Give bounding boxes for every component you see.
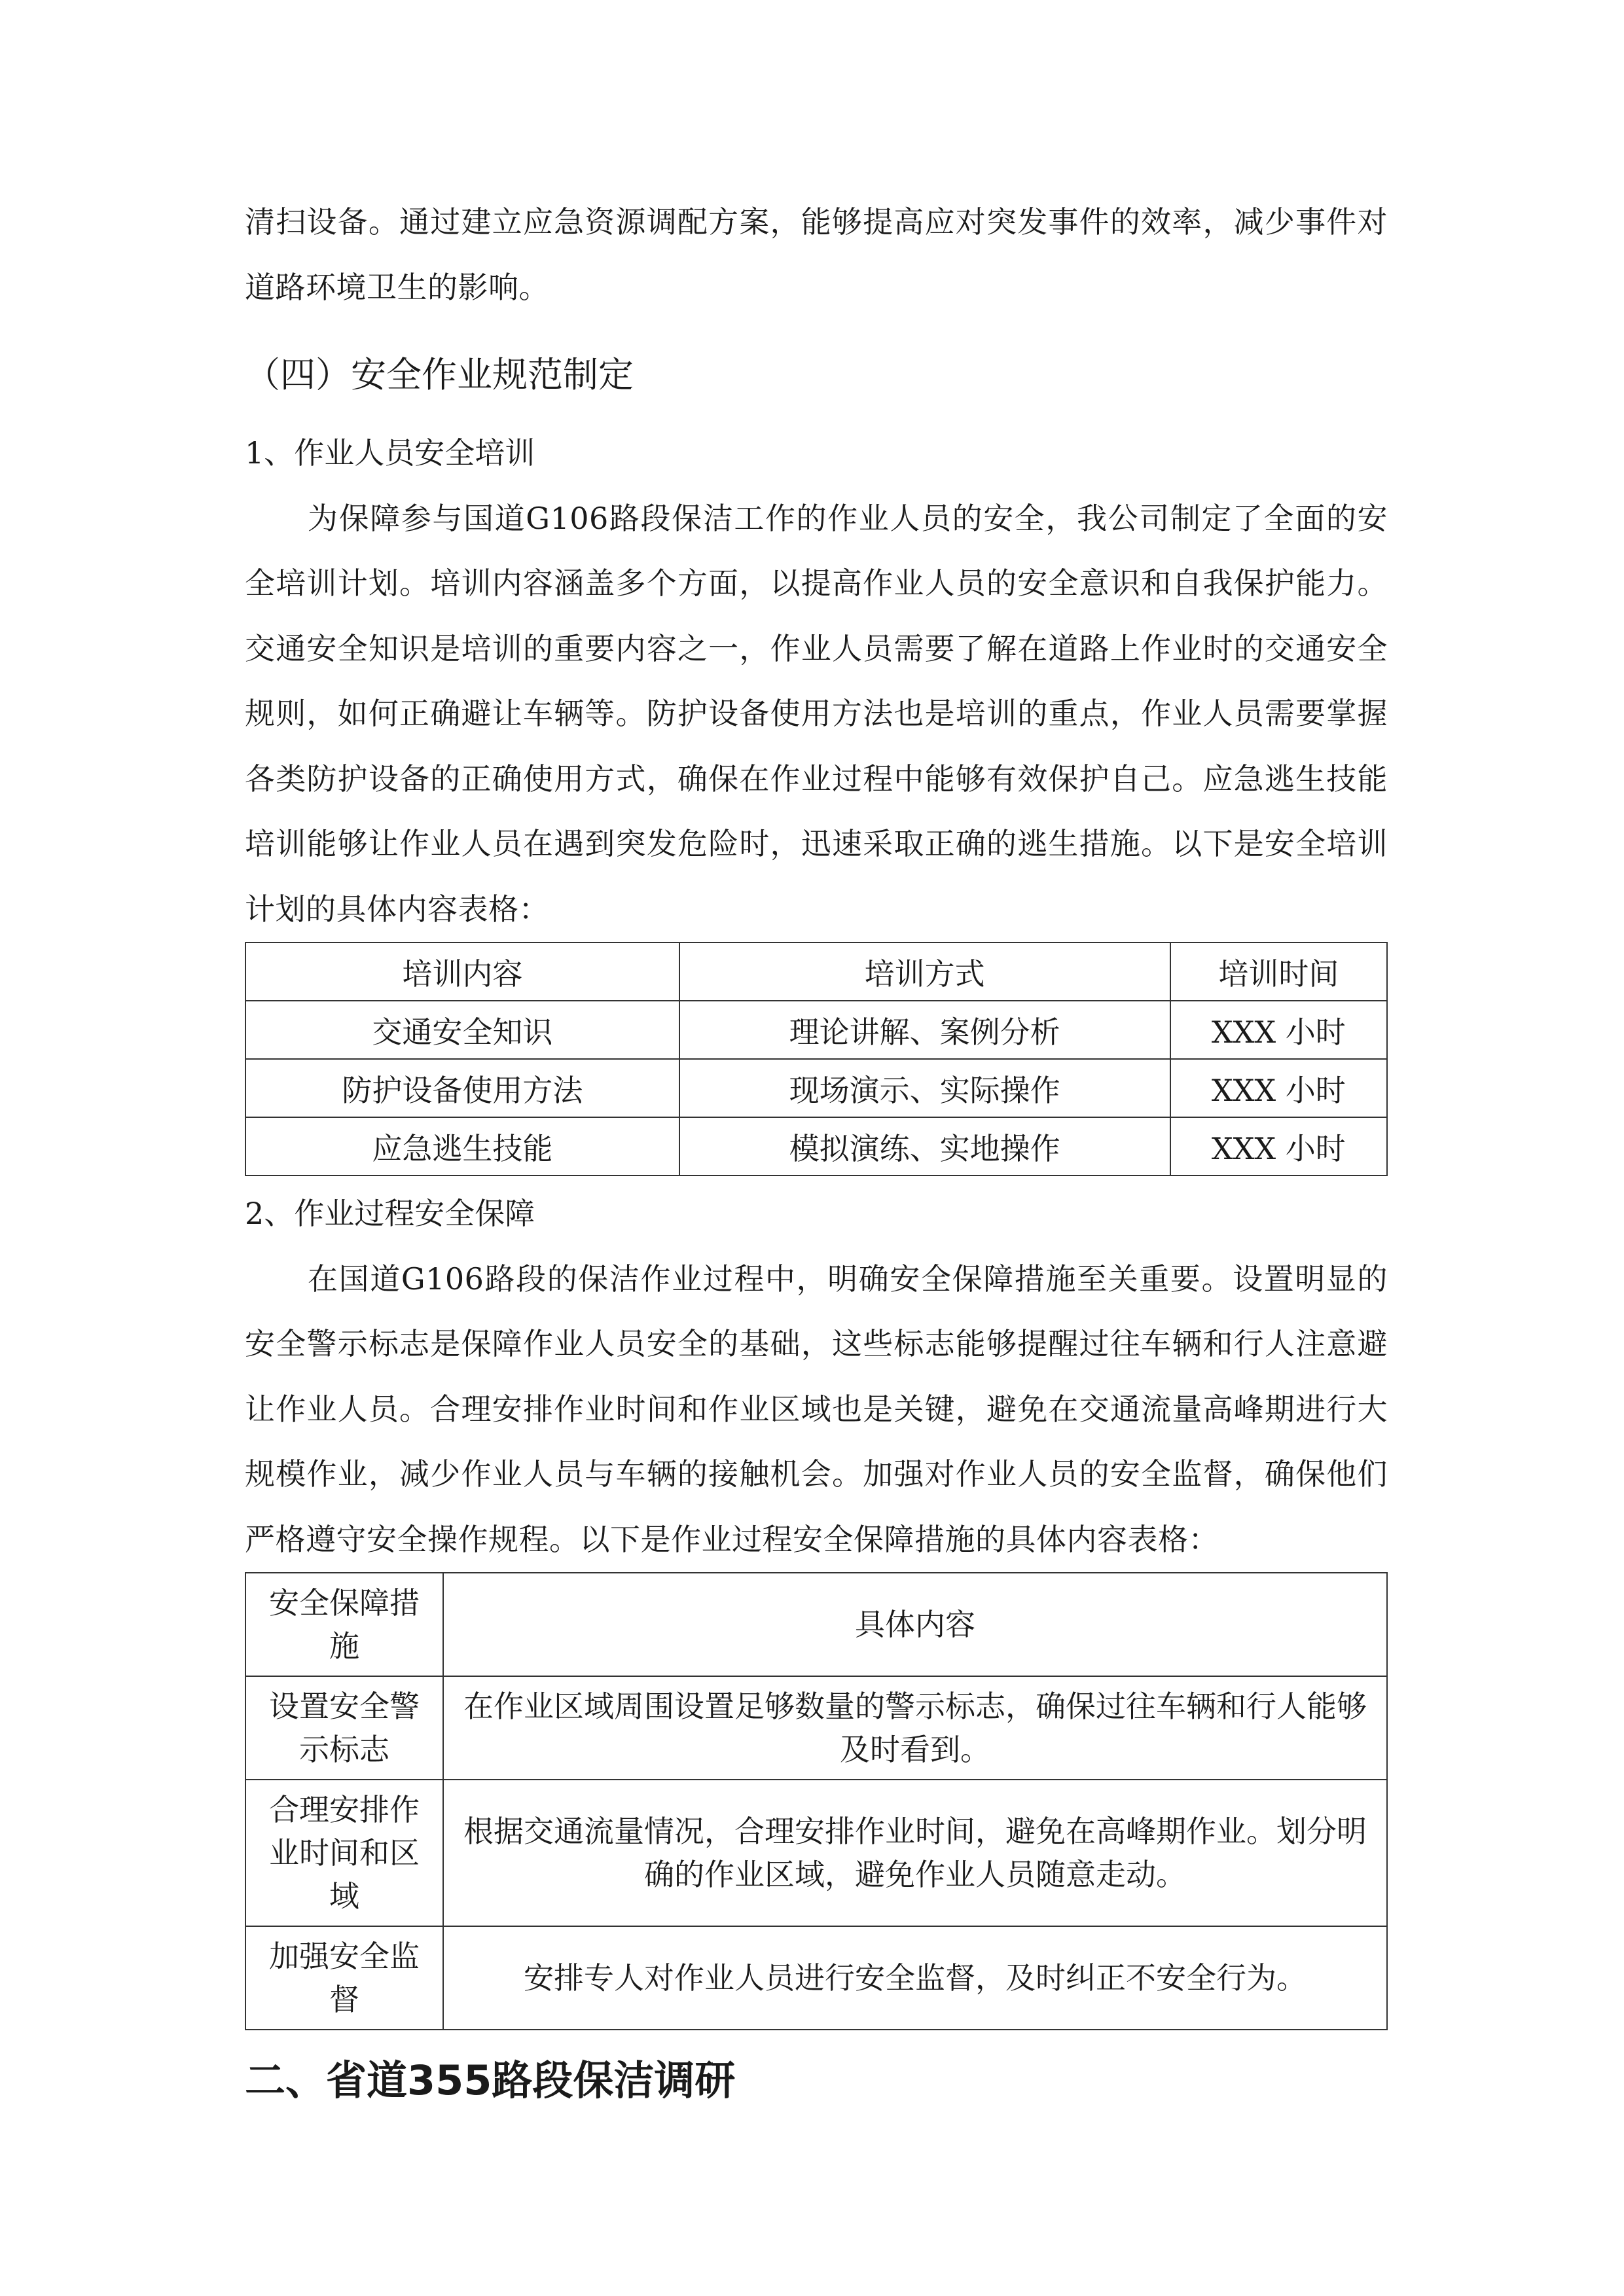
table-cell: 应急逃生技能: [245, 1117, 679, 1175]
table-cell: 在作业区域周围设置足够数量的警示标志，确保过往车辆和行人能够及时看到。: [443, 1676, 1387, 1780]
table-cell: XXX 小时: [1170, 1059, 1387, 1117]
table-cell: 加强安全监督: [245, 1926, 443, 2030]
table-header-row: [245, 942, 1387, 1001]
training-table: [245, 942, 1388, 1176]
training-paragraph: 为保障参与国道G106路段保洁工作的作业人员的安全，我公司制定了全面的安全培训计划。培训内容涵盖多个方面，以提高作业人员的安全意识和自我保护能力。交通安全知识是培训的重要内容之一，作业人员需要了解在道路上作业时的交通安全规则，如何正确避让车辆等。防护设备使用方法也是培训的重点，作业人员需要掌握各类防护设备的正确使用方式，确保在作业过程中能够有效保护自己。应急逃生技能培训能够让作业人员在遇到突发危险时，迅速采取正确的逃生措施。以下是安全培训计划的具体内容表格：: [245, 500, 1388, 927]
table-cell: XXX 小时: [1170, 1001, 1387, 1059]
table-cell: XXX 小时: [1170, 1117, 1387, 1175]
intro-paragraph: 清扫设备。通过建立应急资源调配方案，能够提高应对突发事件的效率，减少事件对道路环境卫生的影响。: [245, 204, 1388, 305]
table-header-cell: 具体内容: [443, 1573, 1387, 1676]
table-cell: 安排专人对作业人员进行安全监督，及时纠正不安全行为。: [443, 1926, 1387, 2030]
table-row: [245, 1059, 1387, 1117]
table-cell: 根据交通流量情况，合理安排作业时间，避免在高峰期作业。划分明确的作业区域，避免作业人员随意走动。: [443, 1780, 1387, 1926]
table-header-cell: 培训时间: [1170, 942, 1387, 1001]
document-page: [245, 190, 1388, 2117]
table-row: [245, 1780, 1387, 1926]
table-cell: 合理安排作业时间和区域: [245, 1780, 443, 1926]
table-header-row: [245, 1573, 1387, 1676]
table-cell: 现场演示、实际操作: [679, 1059, 1170, 1117]
subsection-1-heading: 1、作业人员安全培训: [245, 435, 535, 471]
table-header-cell: 安全保障措施: [245, 1573, 443, 1676]
subsection-2-heading: 2、作业过程安全保障: [245, 1196, 535, 1231]
safety-measures-table: [245, 1572, 1388, 2030]
table-cell: 理论讲解、案例分析: [679, 1001, 1170, 1059]
table-cell: 设置安全警示标志: [245, 1676, 443, 1780]
section-2-heading: 二、省道355路段保洁调研: [245, 2056, 736, 2104]
table-row: [245, 1117, 1387, 1175]
table-row: [245, 1676, 1387, 1780]
safety-paragraph: 在国道G106路段的保洁作业过程中，明确安全保障措施至关重要。设置明显的安全警示标志是保障作业人员安全的基础，这些标志能够提醒过往车辆和行人注意避让作业人员。合理安排作业时间和作业区域也是关键，避免在交通流量高峰期进行大规模作业，减少作业人员与车辆的接触机会。加强对作业人员的安全监督，确保他们严格遵守安全操作规程。以下是作业过程安全保障措施的具体内容表格：: [245, 1261, 1388, 1557]
table-header-cell: 培训方式: [679, 942, 1170, 1001]
table-cell: 防护设备使用方法: [245, 1059, 679, 1117]
table-cell: 模拟演练、实地操作: [679, 1117, 1170, 1175]
table-header-cell: 培训内容: [245, 942, 679, 1001]
table-cell: 交通安全知识: [245, 1001, 679, 1059]
table-row: [245, 1001, 1387, 1059]
section-4-heading: （四）安全作业规范制定: [245, 354, 634, 395]
table-row: [245, 1926, 1387, 2030]
